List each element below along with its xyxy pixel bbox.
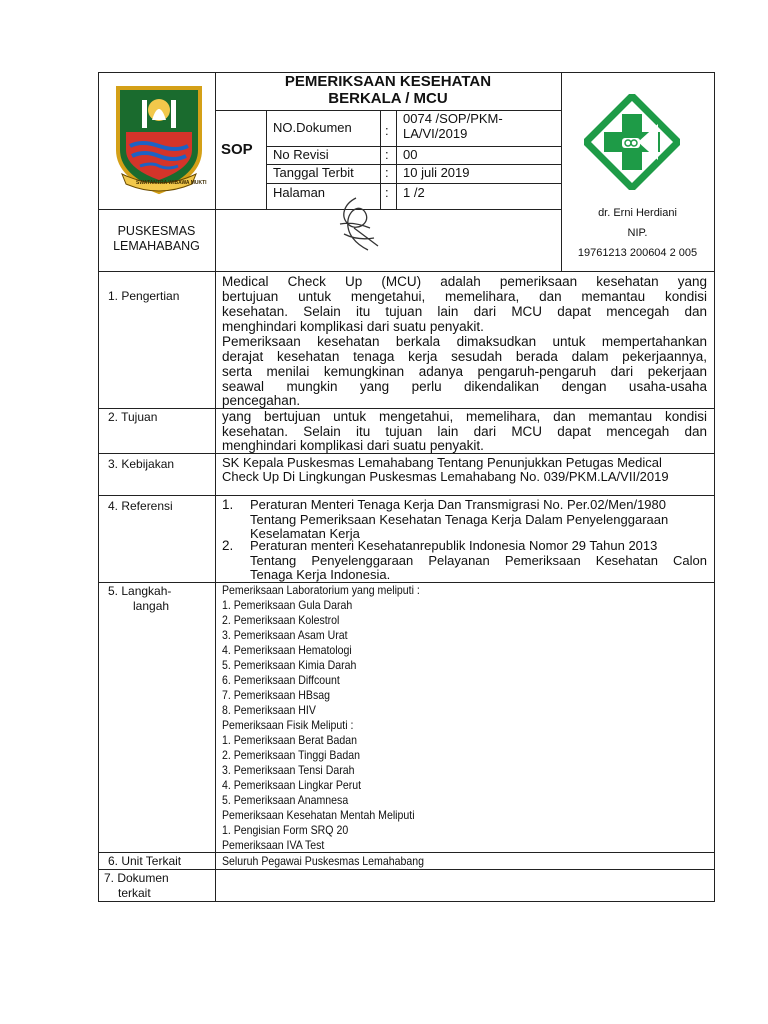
referensi-line: Keselamatan Kerja bbox=[250, 526, 360, 541]
regency-emblem-icon bbox=[112, 80, 206, 196]
revision-value: 00 bbox=[403, 147, 418, 162]
issue-date-value: 10 juli 2019 bbox=[403, 165, 470, 180]
pengertian-line: menghindari komplikasi dari suatu penyakit. bbox=[222, 319, 484, 334]
langkah-line: 1. Pemeriksaan Berat Badan bbox=[222, 733, 358, 747]
signer-name: dr. Erni Herdiani bbox=[598, 207, 677, 219]
border-right bbox=[714, 72, 715, 902]
langkah-line: 5. Pemeriksaan Anamnesa bbox=[222, 793, 349, 807]
langkah-line: 3. Pemeriksaan Tensi Darah bbox=[222, 763, 355, 777]
page-sep: : bbox=[385, 185, 389, 200]
col-divider-left bbox=[215, 72, 216, 902]
sop-divider bbox=[266, 110, 267, 209]
doc-number-line-1: 0074 /SOP/PKM- bbox=[403, 111, 503, 126]
organisation-name bbox=[98, 224, 215, 254]
org-line-1: PUSKESMAS bbox=[117, 224, 196, 238]
langkah-line: 6. Pemeriksaan Diffcount bbox=[222, 673, 340, 687]
pengertian-line: bertujuan untuk mengetahui, memelihara, dan memantau kondisi bbox=[222, 289, 707, 304]
doc-number-line-2: LA/VI/2019 bbox=[403, 126, 468, 141]
row-line-kebijakan bbox=[98, 495, 715, 496]
referensi-line: Tenaga Kerja Indonesia. bbox=[250, 567, 391, 582]
langkah-line: 3. Pemeriksaan Asam Urat bbox=[222, 628, 348, 642]
issue-date-sep: : bbox=[385, 165, 389, 180]
border-left bbox=[98, 72, 99, 902]
langkah-line: 2. Pemeriksaan Kolestrol bbox=[222, 613, 340, 627]
doc-number-value bbox=[403, 111, 503, 141]
issue-date-label: Tanggal Terbit bbox=[273, 165, 354, 180]
col-divider-right bbox=[561, 72, 562, 271]
pengertian-line: Medical Check Up (MCU) adalah pemeriksaan kesehatan yang bbox=[222, 274, 707, 289]
doc-number-label: NO.Dokumen bbox=[273, 120, 352, 135]
page-label: Halaman bbox=[273, 185, 326, 200]
langkah-line: 8. Pemeriksaan HIV bbox=[222, 703, 316, 717]
emblem-motto: SWATANTRA WIBAWA MUKTI bbox=[136, 180, 207, 186]
dokumen-label-line-2: terkait bbox=[118, 886, 151, 900]
pengertian-line: Pemeriksaan kesehatan berkala dimaksudkan untuk mempertahankan bbox=[222, 334, 707, 349]
kebijakan-line: Check Up Di Lingkungan Puskesmas Lemahabang No. 039/PKM.LA/VII/2019 bbox=[222, 469, 669, 484]
row-line-unit bbox=[98, 869, 715, 870]
section-label-pengertian: 1. Pengertian bbox=[108, 289, 180, 303]
revision-label: No Revisi bbox=[273, 147, 329, 162]
row-line-3 bbox=[266, 183, 561, 184]
title-line-2: BERKALA / MCU bbox=[328, 90, 448, 107]
dokumen-label-line-1: 7. Dokumen bbox=[104, 871, 169, 885]
pengertian-line: seawal mungkin yang perlu dikendalikan dengan usaha-usaha bbox=[222, 379, 707, 394]
section-label-unit: 6. Unit Terkait bbox=[108, 854, 182, 868]
puskesmas-logo-icon bbox=[584, 94, 680, 190]
langkah-line: 7. Pemeriksaan HBsag bbox=[222, 688, 331, 702]
unit-value: Seluruh Pegawai Puskesmas Lemahabang bbox=[222, 854, 424, 868]
signer-nip: 19761213 200604 2 005 bbox=[577, 247, 698, 259]
sop-label: SOP bbox=[221, 141, 253, 158]
section-label-referensi: 4. Referensi bbox=[108, 499, 173, 513]
langkah-line: 2. Pemeriksaan Tinggi Badan bbox=[222, 748, 360, 762]
page-title bbox=[215, 73, 561, 107]
revision-sep: : bbox=[385, 147, 389, 162]
signature-mark-icon bbox=[326, 194, 386, 256]
row-line-langkah bbox=[98, 852, 715, 853]
langkah-line: 1. Pemeriksaan Gula Darah bbox=[222, 598, 353, 612]
section-label-dokumen bbox=[104, 871, 169, 901]
langkah-label-line-2: langah bbox=[133, 599, 170, 613]
referensi-item-number: 2. bbox=[222, 538, 234, 553]
border-bottom bbox=[98, 901, 715, 902]
langkah-line: Pemeriksaan Kesehatan Mentah Meliputi bbox=[222, 808, 415, 822]
referensi-line: Tentang Penyelenggaraan Pelayanan Pemeriksaan Kesehatan Calon bbox=[250, 553, 707, 568]
section-label-kebijakan: 3. Kebijakan bbox=[108, 457, 175, 471]
langkah-line: Pemeriksaan IVA Test bbox=[222, 838, 325, 852]
referensi-line: Tentang Pemeriksaan Kesehatan Tenaga Kerja Dalam Penyelenggaraan bbox=[250, 512, 669, 527]
title-line-1: PEMERIKSAAN KESEHATAN bbox=[284, 73, 492, 90]
tujuan-line: yang bertujuan untuk mengetahui, memelihara, dan memantau kondisi bbox=[222, 409, 707, 424]
pengertian-line: kesehatan. Selain itu tujuan lain dari MCU dapat mencegah dan bbox=[222, 304, 707, 319]
langkah-line: 4. Pemeriksaan Hematologi bbox=[222, 643, 352, 657]
page-value: 1 /2 bbox=[403, 185, 425, 200]
langkah-line: 5. Pemeriksaan Kimia Darah bbox=[222, 658, 357, 672]
colon-divider bbox=[396, 110, 397, 209]
tujuan-line: kesehatan. Selain itu tujuan lain dari MCU dapat mencegah dan bbox=[222, 424, 707, 439]
doc-number-sep: : bbox=[385, 123, 389, 138]
referensi-line: Peraturan Menteri Tenaga Kerja Dan Transmigrasi No. Per.02/Men/1980 bbox=[250, 497, 666, 512]
section-label-tujuan: 2. Tujuan bbox=[108, 410, 158, 424]
org-line-2: LEMAHABANG bbox=[113, 239, 200, 253]
referensi-item-number: 1. bbox=[222, 497, 234, 512]
section-label-langkah bbox=[108, 584, 171, 614]
langkah-label-line-1: 5. Langkah- bbox=[108, 584, 172, 598]
pengertian-line: derajat kesehatan tenaga kerja sesudah berada dalam pekerjaannya, bbox=[222, 349, 707, 364]
header-end-line bbox=[98, 271, 715, 272]
langkah-line: Pemeriksaan Laboratorium yang meliputi : bbox=[222, 583, 420, 597]
kebijakan-line: SK Kepala Puskesmas Lemahabang Tentang Penunjukkan Petugas Medical bbox=[222, 455, 662, 470]
langkah-line: 4. Pemeriksaan Lingkar Perut bbox=[222, 778, 362, 792]
referensi-line: Peraturan menteri Kesehatanrepublik Indonesia Nomor 29 Tahun 2013 bbox=[250, 538, 658, 553]
langkah-line: 1. Pengisian Form SRQ 20 bbox=[222, 823, 349, 837]
pengertian-line: pencegahan. bbox=[222, 393, 301, 408]
signer-nip-label: NIP. bbox=[627, 227, 648, 239]
pengertian-line: serta menilai kemungkinan adanya pengaruh-pengaruh dari pekerjaan bbox=[222, 364, 707, 379]
row-line-tujuan bbox=[98, 453, 715, 454]
tujuan-line: menghindari komplikasi dari suatu penyakit. bbox=[222, 438, 484, 453]
langkah-line: Pemeriksaan Fisik Meliputi : bbox=[222, 718, 354, 732]
